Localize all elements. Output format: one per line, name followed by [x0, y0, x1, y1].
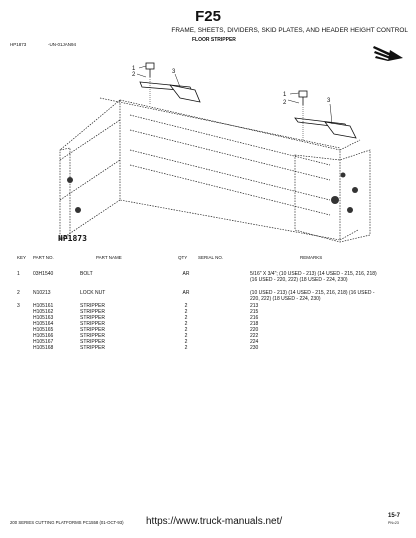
row-10-qty: 2 — [184, 345, 188, 351]
row-5-part-no: H105163 — [33, 315, 54, 321]
page-title: FRAME, SHEETS, DIVIDERS, SKID PLATES, AND HEADER HEIGHT CONTROL — [171, 27, 408, 34]
callout-3-left: 3 — [172, 69, 176, 75]
row-3-remarks: 213 — [250, 303, 259, 309]
row-1-remarks: 5/16" X 3/4"; (10 USED - 213) (14 USED - 215, 216, 218) (16 USED - 220, 222) (18 USED - 224, 230) — [250, 271, 377, 284]
header-serial-no: SERIAL NO. — [198, 255, 224, 260]
row-8-part-no: H105166 — [33, 333, 54, 339]
figure-label: HP1873 — [58, 234, 87, 243]
page-subtitle: FLOOR STRIPPER — [192, 37, 236, 43]
row-10-part-name: STRIPPER — [80, 345, 106, 351]
row-8-remarks: 222 — [250, 333, 259, 339]
row-3-part-name: STRIPPER — [80, 303, 106, 309]
row-8-qty: 2 — [184, 333, 188, 339]
row-5-part-name: STRIPPER — [80, 315, 106, 321]
row-7-part-no: H105165 — [33, 327, 54, 333]
footer-page-sub: PN=23 — [388, 521, 399, 525]
direction-arrow-icon — [372, 42, 404, 62]
row-2-key: 2 — [17, 290, 20, 296]
row-8-part-name: STRIPPER — [80, 333, 106, 339]
section-code: F25 — [195, 8, 221, 25]
callout-1-right: 1 — [283, 92, 287, 98]
header-remarks: REMARKS — [300, 255, 323, 260]
row-9-qty: 2 — [184, 339, 188, 345]
row-10-part-no: H105168 — [33, 345, 54, 351]
row-3-part-no: H105161 — [33, 303, 54, 309]
row-7-part-name: STRIPPER — [80, 327, 106, 333]
row-2-part-no: N10213 — [33, 290, 51, 296]
row-6-qty: 2 — [184, 321, 188, 327]
header-part-no: PART NO. — [33, 255, 54, 260]
row-1-part-no: 03H1540 — [33, 271, 54, 277]
row-6-part-no: H105164 — [33, 321, 54, 327]
callout-3-right: 3 — [327, 98, 331, 104]
exploded-parts-diagram — [40, 60, 390, 255]
header-key: KEY — [17, 255, 27, 260]
row-9-part-name: STRIPPER — [80, 339, 106, 345]
row-10-remarks: 230 — [250, 345, 259, 351]
callout-2-left: 2 — [132, 72, 136, 78]
footer-website-link[interactable]: https://www.truck-manuals.net/ — [146, 516, 283, 527]
row-5-remarks: 216 — [250, 315, 259, 321]
callout-2-right: 2 — [283, 100, 287, 106]
figure-code-date: -UN-01JAN94 — [48, 42, 77, 47]
footer-page-number: 15-7 — [388, 513, 401, 519]
row-6-part-name: STRIPPER — [80, 321, 106, 327]
row-1-part-name: BOLT — [80, 271, 93, 277]
row-7-qty: 2 — [184, 327, 188, 333]
row-3-key: 3 — [17, 303, 20, 309]
row-1-key: 1 — [17, 271, 20, 277]
row-4-part-name: STRIPPER — [80, 309, 106, 315]
row-4-remarks: 215 — [250, 309, 259, 315]
row-4-part-no: H105162 — [33, 309, 54, 315]
row-3-qty: 2 — [184, 303, 188, 309]
row-2-qty: AR — [182, 290, 190, 296]
footer-publication: 200 SERIES CUTTING PLATFORMS PC1558 (01-OCT-93) — [10, 520, 124, 525]
row-9-remarks: 224 — [250, 339, 259, 345]
header-part-name: PART NAME — [96, 255, 122, 260]
row-9-part-no: H105167 — [33, 339, 54, 345]
callout-1-left: 1 — [132, 66, 136, 72]
row-2-part-name: LOCK NUT — [80, 290, 106, 296]
row-4-qty: 2 — [184, 309, 188, 315]
row-5-qty: 2 — [184, 315, 188, 321]
row-6-remarks: 218 — [250, 321, 259, 327]
header-qty: QTY — [178, 255, 188, 260]
row-1-qty: AR — [182, 271, 190, 277]
row-2-remarks: (10 USED - 213) (14 USED - 215, 216, 218) (16 USED - 220, 222) (18 USED - 224, 230) — [250, 290, 375, 303]
row-7-remarks: 220 — [250, 327, 259, 333]
figure-code: HP1873 — [10, 42, 27, 47]
